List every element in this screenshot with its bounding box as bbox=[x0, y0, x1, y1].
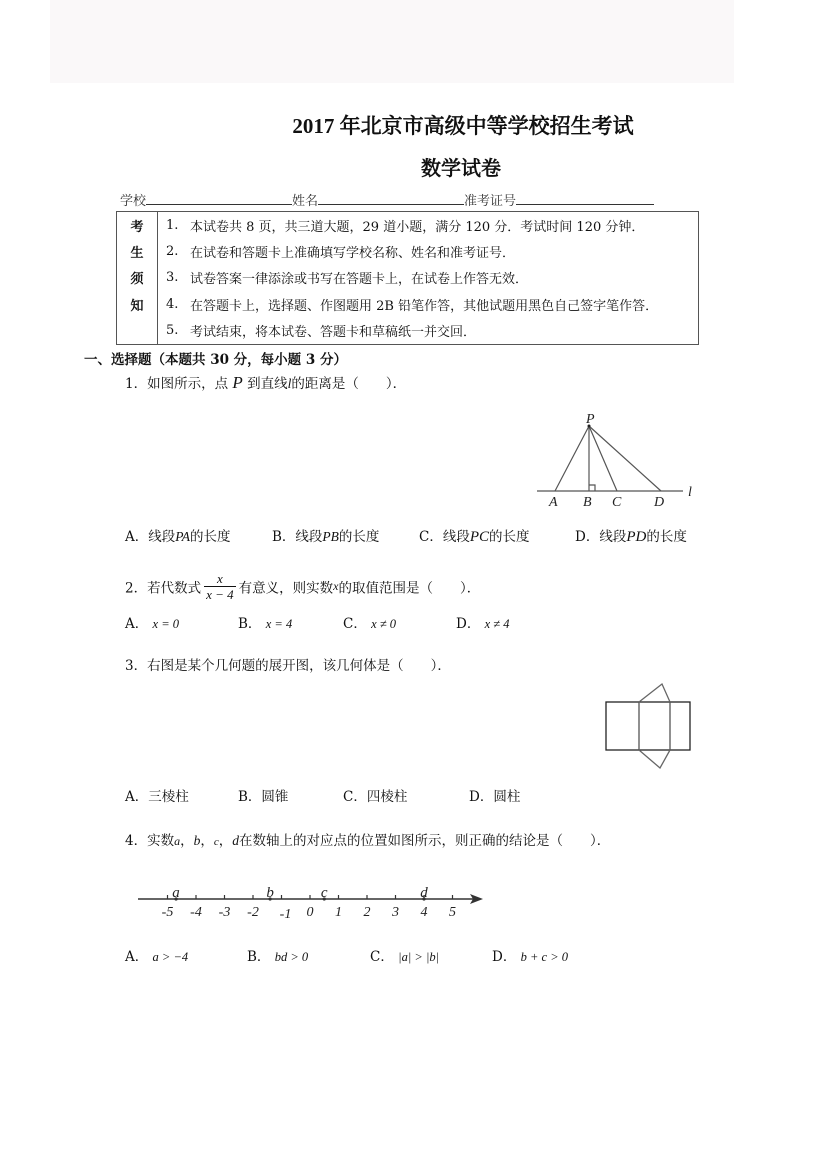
q3-option-c[interactable] bbox=[343, 785, 407, 805]
q4-prefix: 4．实数 bbox=[125, 833, 175, 849]
notice-num: 1. bbox=[166, 217, 179, 233]
label-c: C bbox=[612, 495, 622, 510]
q1-figure bbox=[530, 405, 710, 515]
option-text: 三棱柱 bbox=[148, 789, 189, 805]
notice-row bbox=[117, 318, 699, 345]
q1-prefix: 1．如图所示，点 bbox=[125, 376, 229, 392]
q4-option-d[interactable] bbox=[492, 945, 568, 965]
option-letter: B． bbox=[247, 949, 271, 965]
notice-row bbox=[117, 265, 699, 291]
notice-row bbox=[117, 291, 699, 317]
q3-option-d[interactable] bbox=[469, 785, 520, 805]
q2-option-a[interactable] bbox=[125, 612, 179, 632]
number-line-tick-label: -3 bbox=[218, 905, 231, 920]
option-letter: A． bbox=[125, 949, 149, 965]
option-post: 的长度 bbox=[190, 529, 231, 545]
q1-var-l: l bbox=[287, 376, 292, 391]
q4-option-a[interactable] bbox=[125, 945, 188, 965]
notice-side-char: 考 bbox=[117, 212, 158, 239]
option-expr: bd > 0 bbox=[274, 950, 309, 964]
option-letter: C． bbox=[343, 789, 367, 805]
option-expr: x = 0 bbox=[152, 617, 180, 631]
id-label: 准考证号 bbox=[464, 194, 517, 209]
q2-var: x bbox=[333, 579, 339, 593]
school-label: 学校 bbox=[120, 194, 147, 209]
q2-prefix: 2．若代数式 bbox=[125, 580, 202, 597]
fraction bbox=[204, 571, 236, 602]
notice-row bbox=[117, 212, 699, 239]
label-d: D bbox=[654, 495, 665, 510]
number-line-tick-label: 3 bbox=[392, 905, 399, 920]
notice-side-empty bbox=[117, 318, 158, 345]
number-line-tick-label: 4 bbox=[420, 905, 428, 920]
option-letter: A． bbox=[125, 616, 149, 632]
school-blank[interactable] bbox=[146, 192, 292, 205]
right-angle-mark bbox=[589, 485, 595, 491]
q1-option-d[interactable] bbox=[575, 525, 687, 546]
q2-middle: 有意义，则实数 bbox=[238, 580, 334, 597]
option-pre: 线段 bbox=[148, 529, 176, 545]
option-pre: 线段 bbox=[599, 529, 627, 545]
number-line-tick-label: -4 bbox=[190, 905, 202, 920]
q3-option-b[interactable] bbox=[238, 785, 288, 805]
fraction-denominator: x − 4 bbox=[206, 587, 234, 602]
q2-option-b[interactable] bbox=[238, 612, 292, 632]
label-l: l bbox=[688, 485, 692, 500]
top-band bbox=[50, 0, 734, 83]
fraction-numerator: x bbox=[204, 571, 236, 587]
q4-sep: ， bbox=[218, 833, 233, 849]
notice-side-char: 生 bbox=[117, 238, 158, 264]
notice-text: 在试卷和答题卡上准确填写学校名称、姓名和准考证号． bbox=[190, 246, 516, 262]
q4-var-d: d bbox=[232, 833, 239, 848]
number-line-tick-label: -2 bbox=[247, 905, 259, 920]
option-expr: x = 4 bbox=[265, 617, 293, 631]
q4-var-c: c bbox=[213, 836, 219, 848]
exam-subtitle: 数学试卷 bbox=[421, 158, 501, 180]
option-text: 圆柱 bbox=[493, 789, 521, 805]
notice-side-char: 须 bbox=[117, 265, 158, 291]
option-letter: B． bbox=[272, 529, 296, 545]
option-post: 的长度 bbox=[646, 529, 687, 545]
option-seg: PA bbox=[175, 529, 191, 544]
notice-text: 在答题卡上，选择题、作图题用 2B 铅笔作答，其他试题用黑色自己签字笔作答． bbox=[190, 298, 659, 314]
notice-row bbox=[117, 238, 699, 264]
segment-pa bbox=[555, 426, 589, 491]
option-expr: x ≠ 4 bbox=[484, 617, 510, 631]
q3-option-a[interactable] bbox=[125, 785, 189, 805]
notice-table bbox=[116, 211, 699, 345]
option-seg: PC bbox=[469, 529, 490, 545]
option-pre: 线段 bbox=[442, 529, 470, 545]
q1-var-p: P bbox=[232, 373, 243, 392]
question-3-stem: 3．右图是某个几何题的展开图，该几何体是（ ）． bbox=[125, 658, 451, 674]
q1-option-a[interactable] bbox=[125, 525, 231, 545]
notice-num: 3. bbox=[166, 270, 179, 286]
question-4-stem bbox=[125, 829, 610, 849]
number-line-tick-label: -5 bbox=[161, 905, 174, 920]
notice-num: 5. bbox=[166, 323, 179, 339]
q2-option-c[interactable] bbox=[343, 612, 396, 632]
name-blank[interactable] bbox=[318, 192, 464, 205]
q1-option-b[interactable] bbox=[272, 525, 379, 545]
notice-num: 2. bbox=[166, 244, 179, 260]
q4-var-b: b bbox=[193, 833, 201, 848]
number-line-point-label: b bbox=[266, 885, 274, 901]
number-line-tick-label: 0 bbox=[306, 905, 314, 920]
question-2-stem bbox=[125, 571, 480, 602]
option-text: 四棱柱 bbox=[366, 789, 408, 805]
number-line-tick-label: -1 bbox=[279, 907, 292, 922]
notice-num: 4. bbox=[166, 296, 179, 312]
segment-pc bbox=[589, 426, 617, 491]
q1-suffix: 的距离是（ ）． bbox=[291, 376, 407, 392]
number-line-tick-label: 1 bbox=[335, 905, 342, 920]
number-line-point-label: d bbox=[420, 885, 428, 901]
q4-sep: ， bbox=[200, 833, 214, 849]
net-bottom-triangle bbox=[639, 750, 670, 768]
exam-title: 2017 年北京市高级中等学校招生考试 bbox=[292, 114, 634, 138]
q4-option-c[interactable] bbox=[370, 945, 439, 965]
notice-side-char: 知 bbox=[117, 291, 158, 317]
option-letter: C． bbox=[419, 529, 443, 545]
option-letter: B． bbox=[238, 789, 262, 805]
q4-suffix: 在数轴上的对应点的位置如图所示，则正确的结论是（ ）． bbox=[238, 833, 611, 849]
label-a: A bbox=[549, 495, 558, 510]
net-outer-rect bbox=[606, 702, 690, 750]
option-expr: |a| > |b| bbox=[398, 950, 440, 964]
section-heading: 一、选择题（本题共 30 分，每小题 3 分） bbox=[84, 352, 347, 368]
option-expr: b + c > 0 bbox=[520, 950, 569, 964]
option-letter: A． bbox=[125, 789, 149, 805]
number-line-point-label: a bbox=[172, 885, 180, 901]
name-label: 姓名 bbox=[292, 194, 319, 209]
number-line-tick-label: 2 bbox=[363, 905, 371, 920]
option-letter: D． bbox=[575, 529, 600, 545]
label-p: P bbox=[586, 412, 595, 427]
q4-var-a: a bbox=[174, 834, 181, 848]
q1-option-c[interactable] bbox=[419, 525, 530, 546]
number-line-tick-label: 5 bbox=[449, 905, 456, 920]
option-expr: a > −4 bbox=[152, 950, 189, 964]
option-letter: D． bbox=[456, 616, 481, 632]
option-post: 的长度 bbox=[338, 529, 380, 545]
segment-pd bbox=[589, 426, 661, 491]
q2-option-d[interactable] bbox=[456, 612, 510, 632]
q4-number-line bbox=[130, 878, 490, 924]
candidate-fields bbox=[120, 190, 654, 209]
option-letter: C． bbox=[370, 949, 394, 965]
notice-text: 考试结束，将本试卷、答题卡和草稿纸一并交回． bbox=[190, 325, 477, 341]
notice-text: 本试卷共 8 页，共三道大题，29 道小题，满分 120 分．考试时间 120 分钟． bbox=[190, 219, 645, 235]
q2-suffix: 的取值范围是（ ）． bbox=[338, 580, 481, 597]
option-expr: x ≠ 0 bbox=[371, 617, 397, 631]
option-letter: C． bbox=[343, 616, 367, 632]
option-letter: B． bbox=[238, 616, 262, 632]
option-seg: PB bbox=[322, 529, 339, 544]
option-letter: D． bbox=[492, 949, 517, 965]
id-blank[interactable] bbox=[516, 192, 654, 205]
q1-middle: 到直线 bbox=[247, 376, 288, 392]
option-post: 的长度 bbox=[489, 529, 530, 545]
question-1-stem bbox=[125, 372, 406, 393]
q3-net-figure bbox=[600, 680, 696, 774]
net-top-triangle bbox=[639, 684, 670, 702]
number-line-point-label: c bbox=[320, 885, 328, 901]
notice-text: 试卷答案一律添涂或书写在答题卡上，在试卷上作答无效． bbox=[190, 272, 529, 288]
option-pre: 线段 bbox=[295, 529, 323, 545]
option-letter: A． bbox=[125, 529, 149, 545]
q4-sep: ， bbox=[180, 833, 194, 849]
option-seg: PD bbox=[626, 529, 647, 545]
option-text: 圆锥 bbox=[261, 789, 289, 805]
option-letter: D． bbox=[469, 789, 494, 805]
label-b: B bbox=[583, 495, 592, 510]
q4-option-b[interactable] bbox=[247, 945, 308, 965]
